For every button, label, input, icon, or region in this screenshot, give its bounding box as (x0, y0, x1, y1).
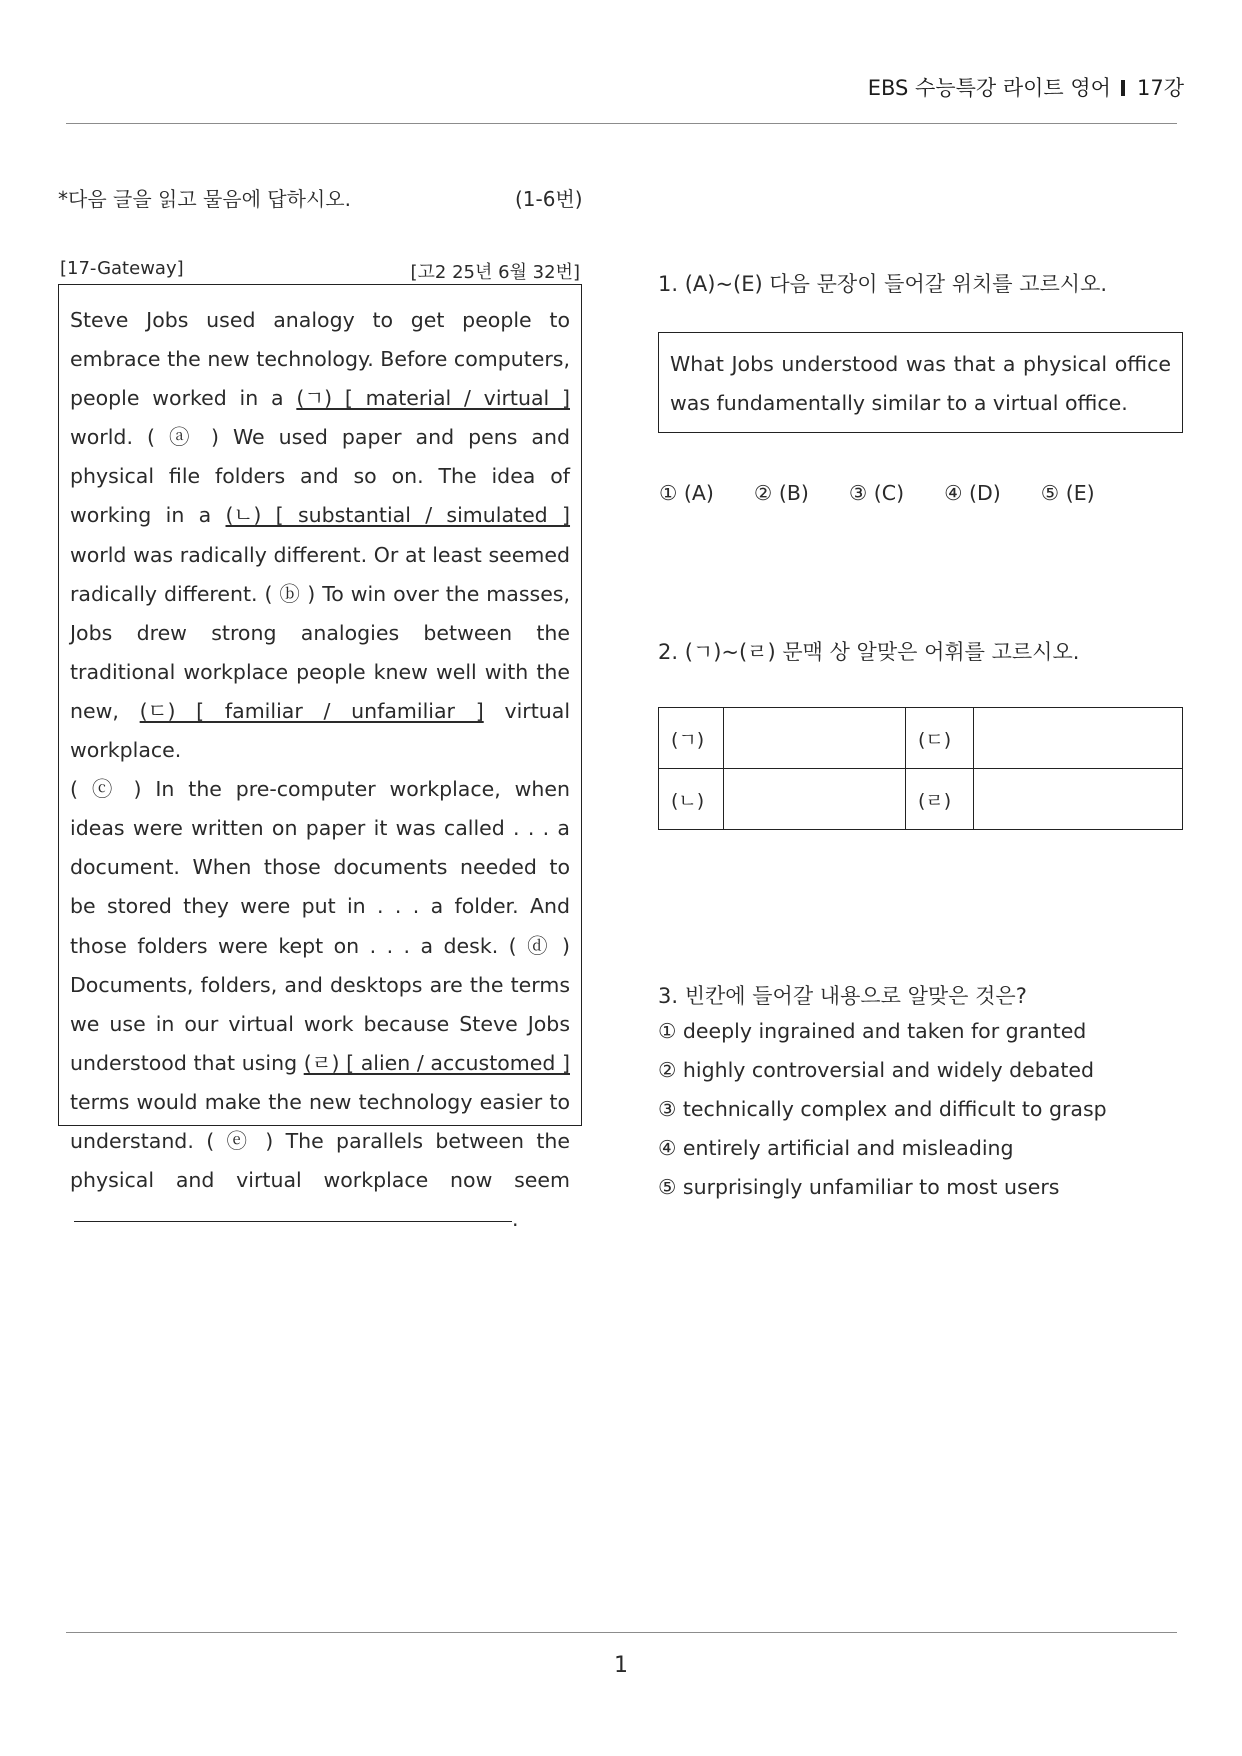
q1-option[interactable]: ③ (C) (848, 481, 905, 505)
q3-choice[interactable]: ③ technically complex and difficult to grasp (658, 1097, 1107, 1121)
table-row (659, 769, 1183, 830)
passage-box (58, 284, 582, 1232)
q1-option[interactable]: ① (A) (659, 481, 714, 505)
passage-paragraph-2 (70, 770, 570, 1239)
q3-choice[interactable]: ② highly controversial and widely debated (658, 1058, 1094, 1082)
passage-text: Steve Jobs used analogy to get people to embrace the new technology. Before computers, people worked in a (70, 308, 570, 411)
passage-end: . (512, 1207, 519, 1232)
passage-paragraph-1 (70, 301, 570, 770)
instruction-range: (1-6번) (515, 187, 583, 211)
q1-title: 1. (A)~(E) 다음 문장이 들어갈 위치를 고르시오. (658, 272, 1108, 296)
q1-option[interactable]: ② (B) (753, 481, 809, 505)
header-book-title: EBS 수능특강 라이트 영어 (867, 76, 1111, 100)
q3-choice[interactable]: ① deeply ingrained and taken for granted (658, 1019, 1087, 1043)
q3-title: 3. 빈칸에 들어갈 내용으로 알맞은 것은? (658, 984, 1027, 1008)
passage-text: virtual workplace. (70, 698, 571, 763)
blank-c: (ㄷ) [ familiar / unfamiliar ] (139, 698, 484, 723)
q2-label: (ㄱ) (659, 708, 724, 769)
q2-answer-table (658, 707, 1183, 830)
header-title (868, 72, 1184, 102)
q3-choice[interactable]: ④ entirely artificial and misleading (658, 1136, 1014, 1160)
blank-d: (ㄹ) [ alien / accustomed ] (303, 1050, 570, 1075)
passage-text: ( ⓒ ) In the pre-computer workplace, when ideas were written on paper it was called . . . a document. When those documents needed to be stored they were put in . . . a folder. And those folders were kept on . . . a desk. ( ⓓ ) Documents, folders, and desktops are the terms we use in our virtual work because Steve Jobs understood that using (70, 777, 570, 1075)
q1-options (659, 481, 1135, 505)
footer-rule (66, 1632, 1177, 1633)
instruction-text: *다음 글을 읽고 물음에 답하시오. (58, 187, 351, 211)
blank-b: (ㄴ) [ substantial / simulated ] (225, 503, 571, 528)
q2-answer-cell[interactable] (974, 769, 1183, 830)
page-number: 1 (614, 1653, 628, 1678)
q3-choice[interactable]: ⑤ surprisingly unfamiliar to most users (658, 1175, 1060, 1199)
q2-answer-cell[interactable] (974, 708, 1183, 769)
q2-label: (ㄷ) (906, 708, 974, 769)
passage-exam-source: [고2 25년 6월 32번] (410, 262, 580, 283)
table-row (659, 708, 1183, 769)
q2-answer-cell[interactable] (724, 708, 906, 769)
header-separator (1121, 80, 1125, 96)
q1-sentence-box: What Jobs understood was that a physical office was fundamentally similar to a virtual office. (658, 332, 1183, 433)
blank-a: (ㄱ) [ material / virtual ] (296, 386, 570, 411)
q2-label: (ㄴ) (659, 769, 724, 830)
passage-text: terms would make the new technology easier to understand. ( ⓔ ) The parallels between the physical and virtual workplace now seem (70, 1089, 570, 1193)
q2-label: (ㄹ) (906, 769, 974, 830)
q2-title: 2. (ㄱ)~(ㄹ) 문맥 상 알맞은 어휘를 고르시오. (658, 640, 1080, 664)
q1-option[interactable]: ⑤ (E) (1040, 481, 1095, 505)
q2-answer-cell[interactable] (724, 769, 906, 830)
answer-blank-line (74, 1220, 512, 1222)
passage-text: world. ( ⓐ ) We used paper and pens and physical file folders and so on. The idea of working in a (70, 425, 570, 528)
q1-option[interactable]: ④ (D) (944, 481, 1001, 505)
passage-source-tag: [17-Gateway] (60, 258, 184, 279)
passage-text: world was radically different. Or at least seemed radically different. ( ⓑ ) To win over the masses, Jobs drew strong analogies between the traditional workplace people knew well with the new, (70, 542, 570, 723)
header-rule (66, 123, 1177, 124)
header-lesson: 17강 (1136, 76, 1184, 100)
